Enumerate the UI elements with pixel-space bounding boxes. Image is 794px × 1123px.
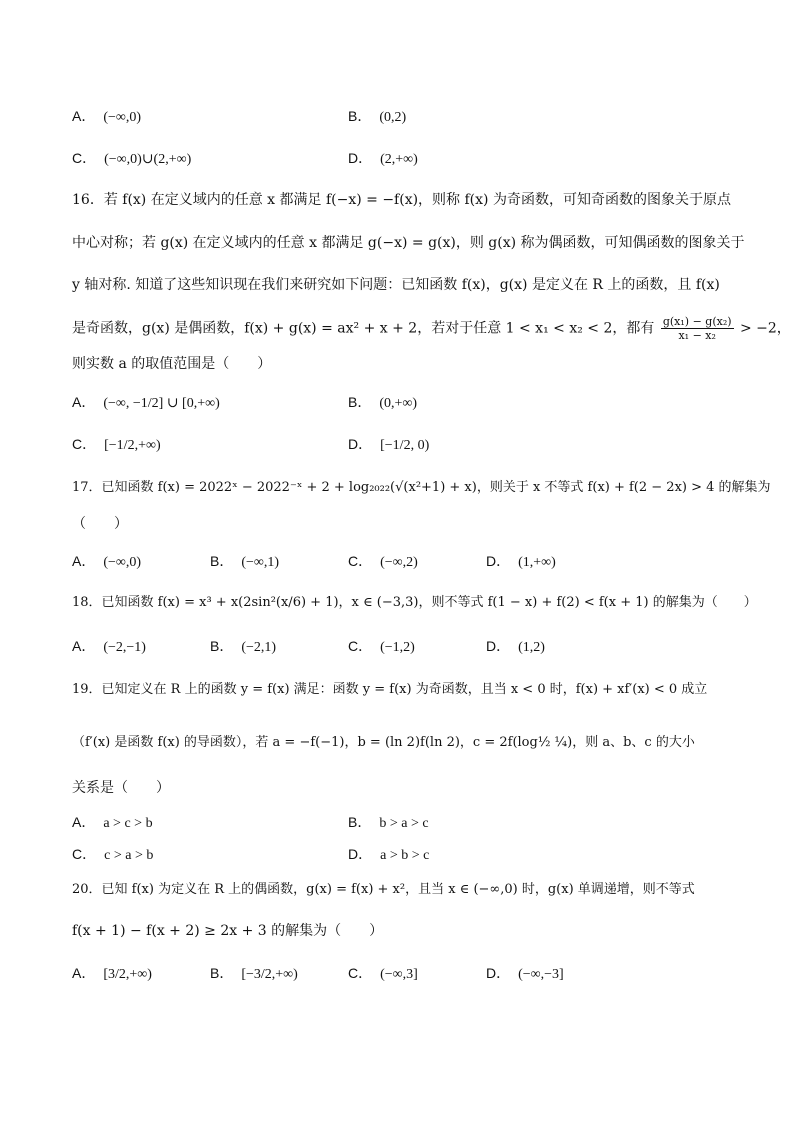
option-text: [−3/2,+∞) <box>241 967 298 982</box>
option-text: b > a > c <box>379 816 429 831</box>
option-text: [−1/2,+∞) <box>104 438 161 453</box>
option-text: (−∞,−3] <box>518 967 564 982</box>
option-label: D． <box>348 436 373 452</box>
q20-option-d <box>486 962 564 986</box>
q19-option-b <box>348 811 429 835</box>
q17-option-d <box>486 550 556 574</box>
q16-stem-text-end: > −2， <box>739 320 791 337</box>
fraction-numerator: g(x₁) − g(x₂) <box>662 315 732 328</box>
q19-stem-line-1: 19．已知定义在 R 上的函数 y = f(x) 满足：函数 y = f(x) 为奇函数，且当 x < 0 时，f(x) + xf′(x) < 0 成立 <box>72 682 708 697</box>
option-text: (−2,−1) <box>103 640 146 655</box>
option-label: C． <box>348 965 373 981</box>
option-label: B． <box>210 965 234 981</box>
option-text: c > a > b <box>104 848 154 863</box>
option-text: a > c > b <box>103 816 153 831</box>
q19-stem-line-2: （f′(x) 是函数 f(x) 的导函数），若 a = −f(−1)，b = (ln 2)f(ln 2)，c = 2f(log½ ¼)，则 a、b、c 的大小 <box>72 735 695 750</box>
option-label: D． <box>348 846 373 862</box>
q18-option-b <box>210 635 276 659</box>
option-label: B． <box>348 814 372 830</box>
option-text: (−∞,3] <box>380 967 418 982</box>
q20-option-b <box>210 962 298 986</box>
option-label: A． <box>72 814 96 830</box>
q16-fraction <box>661 315 734 342</box>
q20-stem-line-2: f(x + 1) − f(x + 2) ≥ 2x + 3 的解集为（ ） <box>72 923 384 939</box>
option-text: (0,+∞) <box>379 396 418 411</box>
q20-option-a <box>72 962 152 986</box>
q19-option-a <box>72 811 153 835</box>
q16-option-c <box>72 433 161 457</box>
q19-option-c <box>72 843 153 867</box>
option-label: B． <box>210 553 234 569</box>
q16-stem-line-3: y 轴对称. 知道了这些知识现在我们来研究如下问题：已知函数 f(x)，g(x) 是定义在 R 上的函数，且 f(x) <box>72 277 720 293</box>
option-text: (−∞,2) <box>380 555 418 570</box>
option-text: (−∞,0) <box>103 110 142 125</box>
option-text: (−1,2) <box>380 640 415 655</box>
option-text: [3/2,+∞) <box>103 967 152 982</box>
q15-option-d <box>348 147 418 171</box>
q18-option-d <box>486 635 545 659</box>
q16-option-d <box>348 433 429 457</box>
option-label: C． <box>348 553 373 569</box>
option-label: C． <box>72 436 97 452</box>
q16-option-b <box>348 391 417 415</box>
q15-option-a <box>72 105 141 129</box>
option-text: [−1/2, 0) <box>380 438 430 453</box>
q16-stem-line-1: 16．若 f(x) 在定义域内的任意 x 都满足 f(−x) = −f(x)，则称 f(x) 为奇函数，可知奇函数的图象关于原点 <box>72 192 731 208</box>
option-text: (−∞,0)∪(2,+∞) <box>104 152 192 167</box>
q18-stem-line-1: 18．已知函数 f(x) = x³ + x(2sin²(x/6) + 1)，x ∈ (−3,3)，则不等式 f(1 − x) + f(2) < f(x + 1) 的解集为（ ） <box>72 595 757 610</box>
q17-option-a <box>72 550 141 574</box>
option-text: (−∞, −1/2] ∪ [0,+∞) <box>103 396 220 411</box>
q17-stem-line-2: （ ） <box>72 516 128 532</box>
q16-option-a <box>72 391 220 415</box>
option-text: (−∞,0) <box>103 555 142 570</box>
option-label: C． <box>72 846 97 862</box>
option-label: A． <box>72 394 96 410</box>
q16-stem-text: 是奇函数，g(x) 是偶函数，f(x) + g(x) = ax² + x + 2，若对于任意 1 < x₁ < x₂ < 2，都有 <box>72 320 655 337</box>
option-text: (−2,1) <box>241 640 277 655</box>
option-text: (2,+∞) <box>380 152 418 167</box>
option-text: (1,2) <box>518 640 545 655</box>
option-label: A． <box>72 553 96 569</box>
q17-option-b <box>210 550 279 574</box>
option-text: (0,2) <box>379 110 407 125</box>
option-label: D． <box>486 553 511 569</box>
q19-stem-line-3: 关系是（ ） <box>72 780 170 796</box>
option-label: C． <box>72 150 97 166</box>
option-text: (1,+∞) <box>518 555 556 570</box>
q19-option-d <box>348 843 429 867</box>
option-label: B． <box>348 394 372 410</box>
q18-option-c <box>348 635 415 659</box>
option-label: D． <box>348 150 373 166</box>
q17-option-c <box>348 550 418 574</box>
q17-stem-line-1: 17．已知函数 f(x) = 2022ˣ − 2022⁻ˣ + 2 + log₂₀₂₂(√(x²+1) + x)，则关于 x 不等式 f(x) + f(2 − 2x) > 4 的解集为 <box>72 480 771 495</box>
q16-stem-line-4 <box>72 315 791 342</box>
q20-option-c <box>348 962 418 986</box>
option-label: A． <box>72 638 96 654</box>
q15-option-c <box>72 147 191 171</box>
option-label: A． <box>72 965 96 981</box>
option-label: A． <box>72 108 96 124</box>
q16-stem-line-5: 则实数 a 的取值范围是（ ） <box>72 356 272 372</box>
q16-stem-line-2: 中心对称；若 g(x) 在定义域内的任意 x 都满足 g(−x) = g(x)，则 g(x) 称为偶函数，可知偶函数的图象关于 <box>72 235 745 251</box>
q18-option-a <box>72 635 146 659</box>
option-label: C． <box>348 638 373 654</box>
fraction-denominator: x₁ − x₂ <box>678 329 716 342</box>
option-label: B． <box>348 108 372 124</box>
option-label: D． <box>486 638 511 654</box>
q20-stem-line-1: 20．已知 f(x) 为定义在 R 上的偶函数，g(x) = f(x) + x²，且当 x ∈ (−∞,0) 时，g(x) 单调递增，则不等式 <box>72 882 695 897</box>
option-label: D． <box>486 965 511 981</box>
option-label: B． <box>210 638 234 654</box>
option-text: a > b > c <box>380 848 430 863</box>
q15-option-b <box>348 105 406 129</box>
option-text: (−∞,1) <box>241 555 280 570</box>
